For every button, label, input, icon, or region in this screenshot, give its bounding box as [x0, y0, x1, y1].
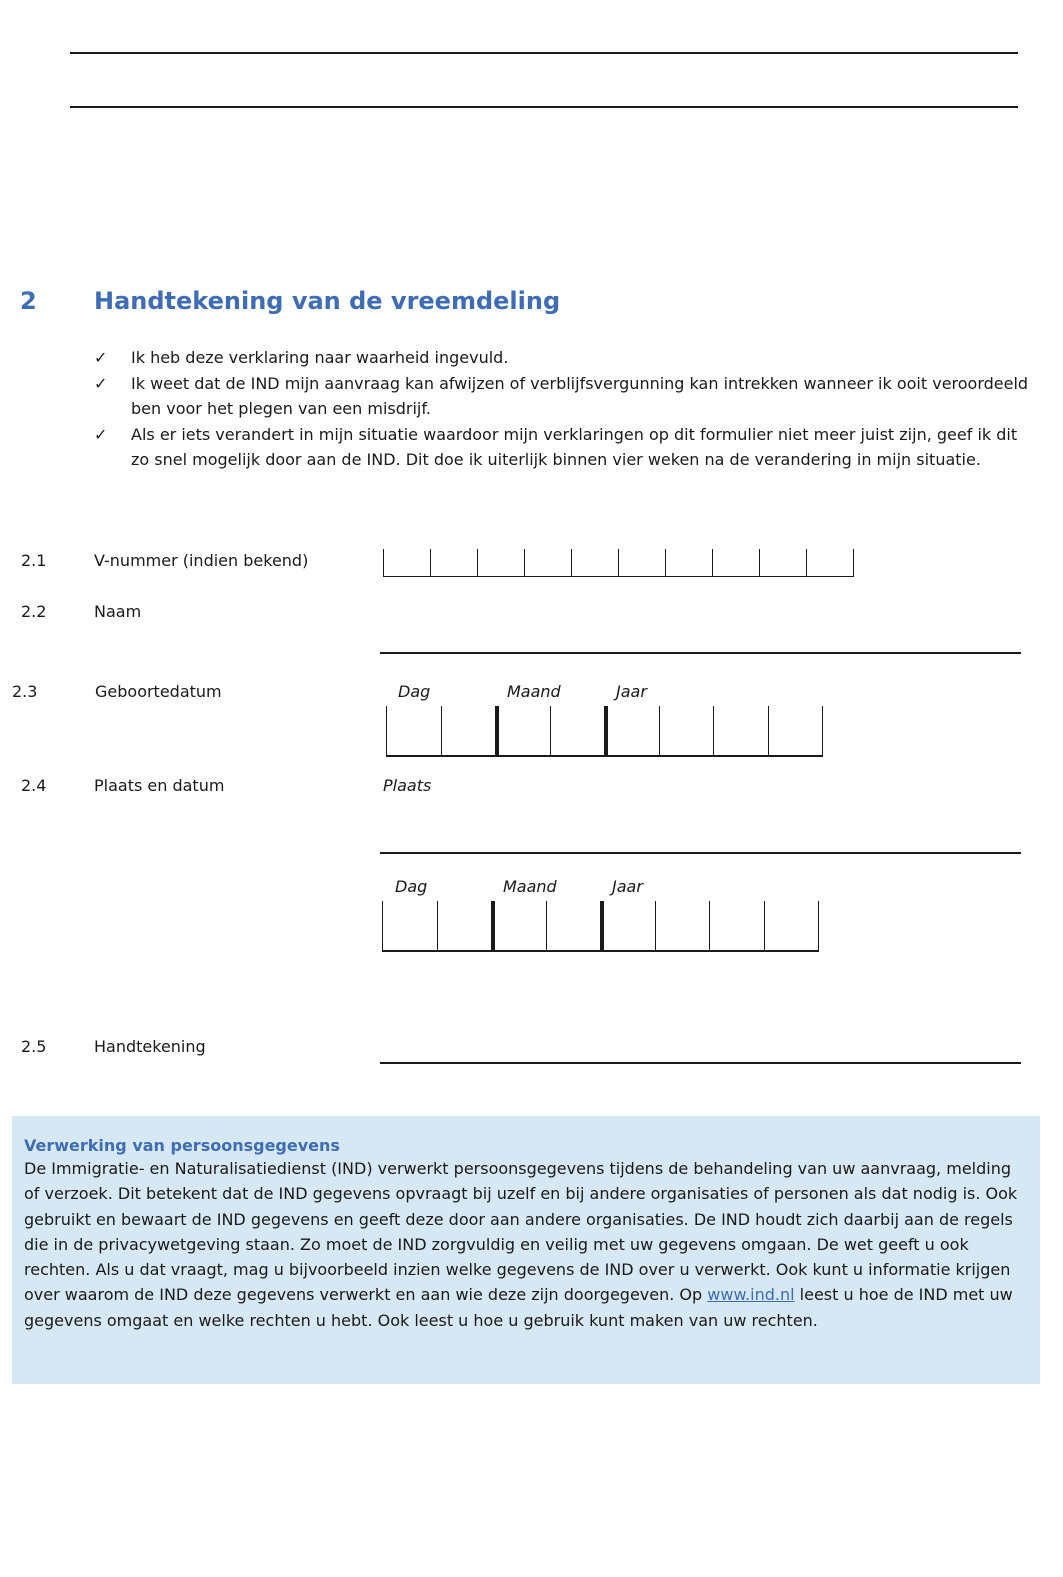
vnummer-digit-box[interactable] [524, 549, 571, 577]
geboortedatum-input[interactable] [386, 706, 823, 757]
checklist-item [94, 422, 1029, 473]
maand-hint: Maand [503, 877, 557, 896]
checklist-item-text: Als er iets verandert in mijn situatie waardoor mijn verklaringen op dit formulier niet meer juist zijn, geef ik dit zo snel mogelijk door aan de IND. Dit doe ik uiterlijk binnen vier weken na de verandering in mijn situatie. [131, 424, 1018, 469]
section-title: Handtekening van de vreemdeling [94, 287, 561, 315]
field-number-vnummer: 2.1 [21, 551, 47, 570]
date-digit-box[interactable] [437, 901, 491, 952]
checkmark-icon: ✓ [94, 348, 108, 367]
checkmark-icon: ✓ [94, 424, 108, 444]
naam-input-line[interactable] [380, 652, 1021, 654]
privacy-text-part-1: De Immigratie- en Naturalisatiedienst (IND) verwerkt persoonsgegevens tijdens de behandeling van uw aanvraag, melding of verzoek. Dit betekent dat de IND gegevens opvraagt bij uzelf en bij andere organisaties of personen als dat nodig is. Ook gebruikt en bewaart de IND gegevens en geeft deze door aan andere organisaties. De IND houdt zich daarbij aan de regels die in de privacywetgeving staan. Zo moet de IND zorgvuldig en veilig met uw gegevens omgaan. De wet geeft u ook rechten. Als u dat vraagt, mag u bijvoorbeeld inzien welke gegevens de IND over u verwerkt. Ook kunt u informatie krijgen over waarom de IND deze gegevens verwerkt en aan wie deze zijn doorgegeven. Op [24, 1159, 1018, 1305]
plaats-input-line[interactable] [380, 852, 1021, 854]
field-number-handtekening: 2.5 [21, 1037, 47, 1056]
date-digit-box[interactable] [604, 706, 659, 757]
vnummer-digit-box[interactable] [806, 549, 854, 577]
vnummer-digit-box[interactable] [712, 549, 759, 577]
vnummer-digit-box[interactable] [383, 549, 430, 577]
date-digit-box[interactable] [655, 901, 709, 952]
date-digit-box[interactable] [768, 706, 823, 757]
field-label-vnummer: V-nummer (indien bekend) [94, 551, 309, 570]
checkmark-icon: ✓ [94, 373, 108, 393]
date-digit-box[interactable] [546, 901, 600, 952]
handtekening-input-line[interactable] [380, 1062, 1021, 1064]
field-label-plaats-datum: Plaats en datum [94, 776, 225, 795]
checklist-item [94, 371, 1029, 422]
plaats-hint: Plaats [383, 776, 432, 795]
declaration-checklist [94, 345, 1029, 473]
date-digit-box[interactable] [550, 706, 604, 757]
vnummer-digit-box[interactable] [430, 549, 477, 577]
date-digit-box[interactable] [713, 706, 768, 757]
privacy-text [24, 1156, 1028, 1333]
checklist-item-text: Ik heb deze verklaring naar waarheid ingevuld. [131, 348, 509, 367]
date-digit-box[interactable] [600, 901, 655, 952]
top-answer-line-2[interactable] [70, 106, 1018, 108]
date-digit-box[interactable] [709, 901, 764, 952]
section-number: 2 [20, 287, 37, 315]
maand-hint: Maand [507, 682, 561, 701]
vnummer-digit-box[interactable] [618, 549, 665, 577]
field-label-naam: Naam [94, 602, 142, 621]
field-number-naam: 2.2 [21, 602, 47, 621]
top-answer-line-1[interactable] [70, 52, 1018, 54]
ind-website-link[interactable]: www.ind.nl [707, 1285, 795, 1305]
vnummer-digit-box[interactable] [665, 549, 712, 577]
date-digit-box[interactable] [659, 706, 713, 757]
dag-hint: Dag [395, 877, 428, 896]
vnummer-digit-box[interactable] [759, 549, 806, 577]
datum-input[interactable] [382, 901, 819, 952]
privacy-text-part-2: leest u hoe de IND met uw gegevens omgaat en welke rechten u hebt. Ook leest u hoe u gebruik kunt maken van uw rechten. [24, 1285, 1013, 1330]
date-digit-box[interactable] [382, 901, 437, 952]
vnummer-digit-box[interactable] [477, 549, 524, 577]
vnummer-digit-box[interactable] [571, 549, 618, 577]
field-label-handtekening: Handtekening [94, 1037, 206, 1056]
jaar-hint: Jaar [612, 877, 643, 896]
date-digit-box[interactable] [386, 706, 441, 757]
vnummer-input[interactable] [383, 549, 854, 577]
date-digit-box[interactable] [491, 901, 546, 952]
date-digit-box[interactable] [495, 706, 550, 757]
checklist-item [94, 345, 1029, 371]
date-digit-box[interactable] [764, 901, 819, 952]
privacy-info-box [12, 1116, 1040, 1384]
jaar-hint: Jaar [616, 682, 647, 701]
field-number-geboortedatum: 2.3 [12, 682, 38, 701]
privacy-title: Verwerking van persoonsgegevens [24, 1136, 340, 1155]
dag-hint: Dag [398, 682, 431, 701]
date-digit-box[interactable] [441, 706, 495, 757]
checklist-item-text: Ik weet dat de IND mijn aanvraag kan afwijzen of verblijfsvergunning kan intrekken wanneer ik ooit veroordeeld ben voor het plegen van een misdrijf. [131, 373, 1029, 418]
field-label-geboortedatum: Geboortedatum [95, 682, 222, 701]
field-number-plaats-datum: 2.4 [21, 776, 47, 795]
